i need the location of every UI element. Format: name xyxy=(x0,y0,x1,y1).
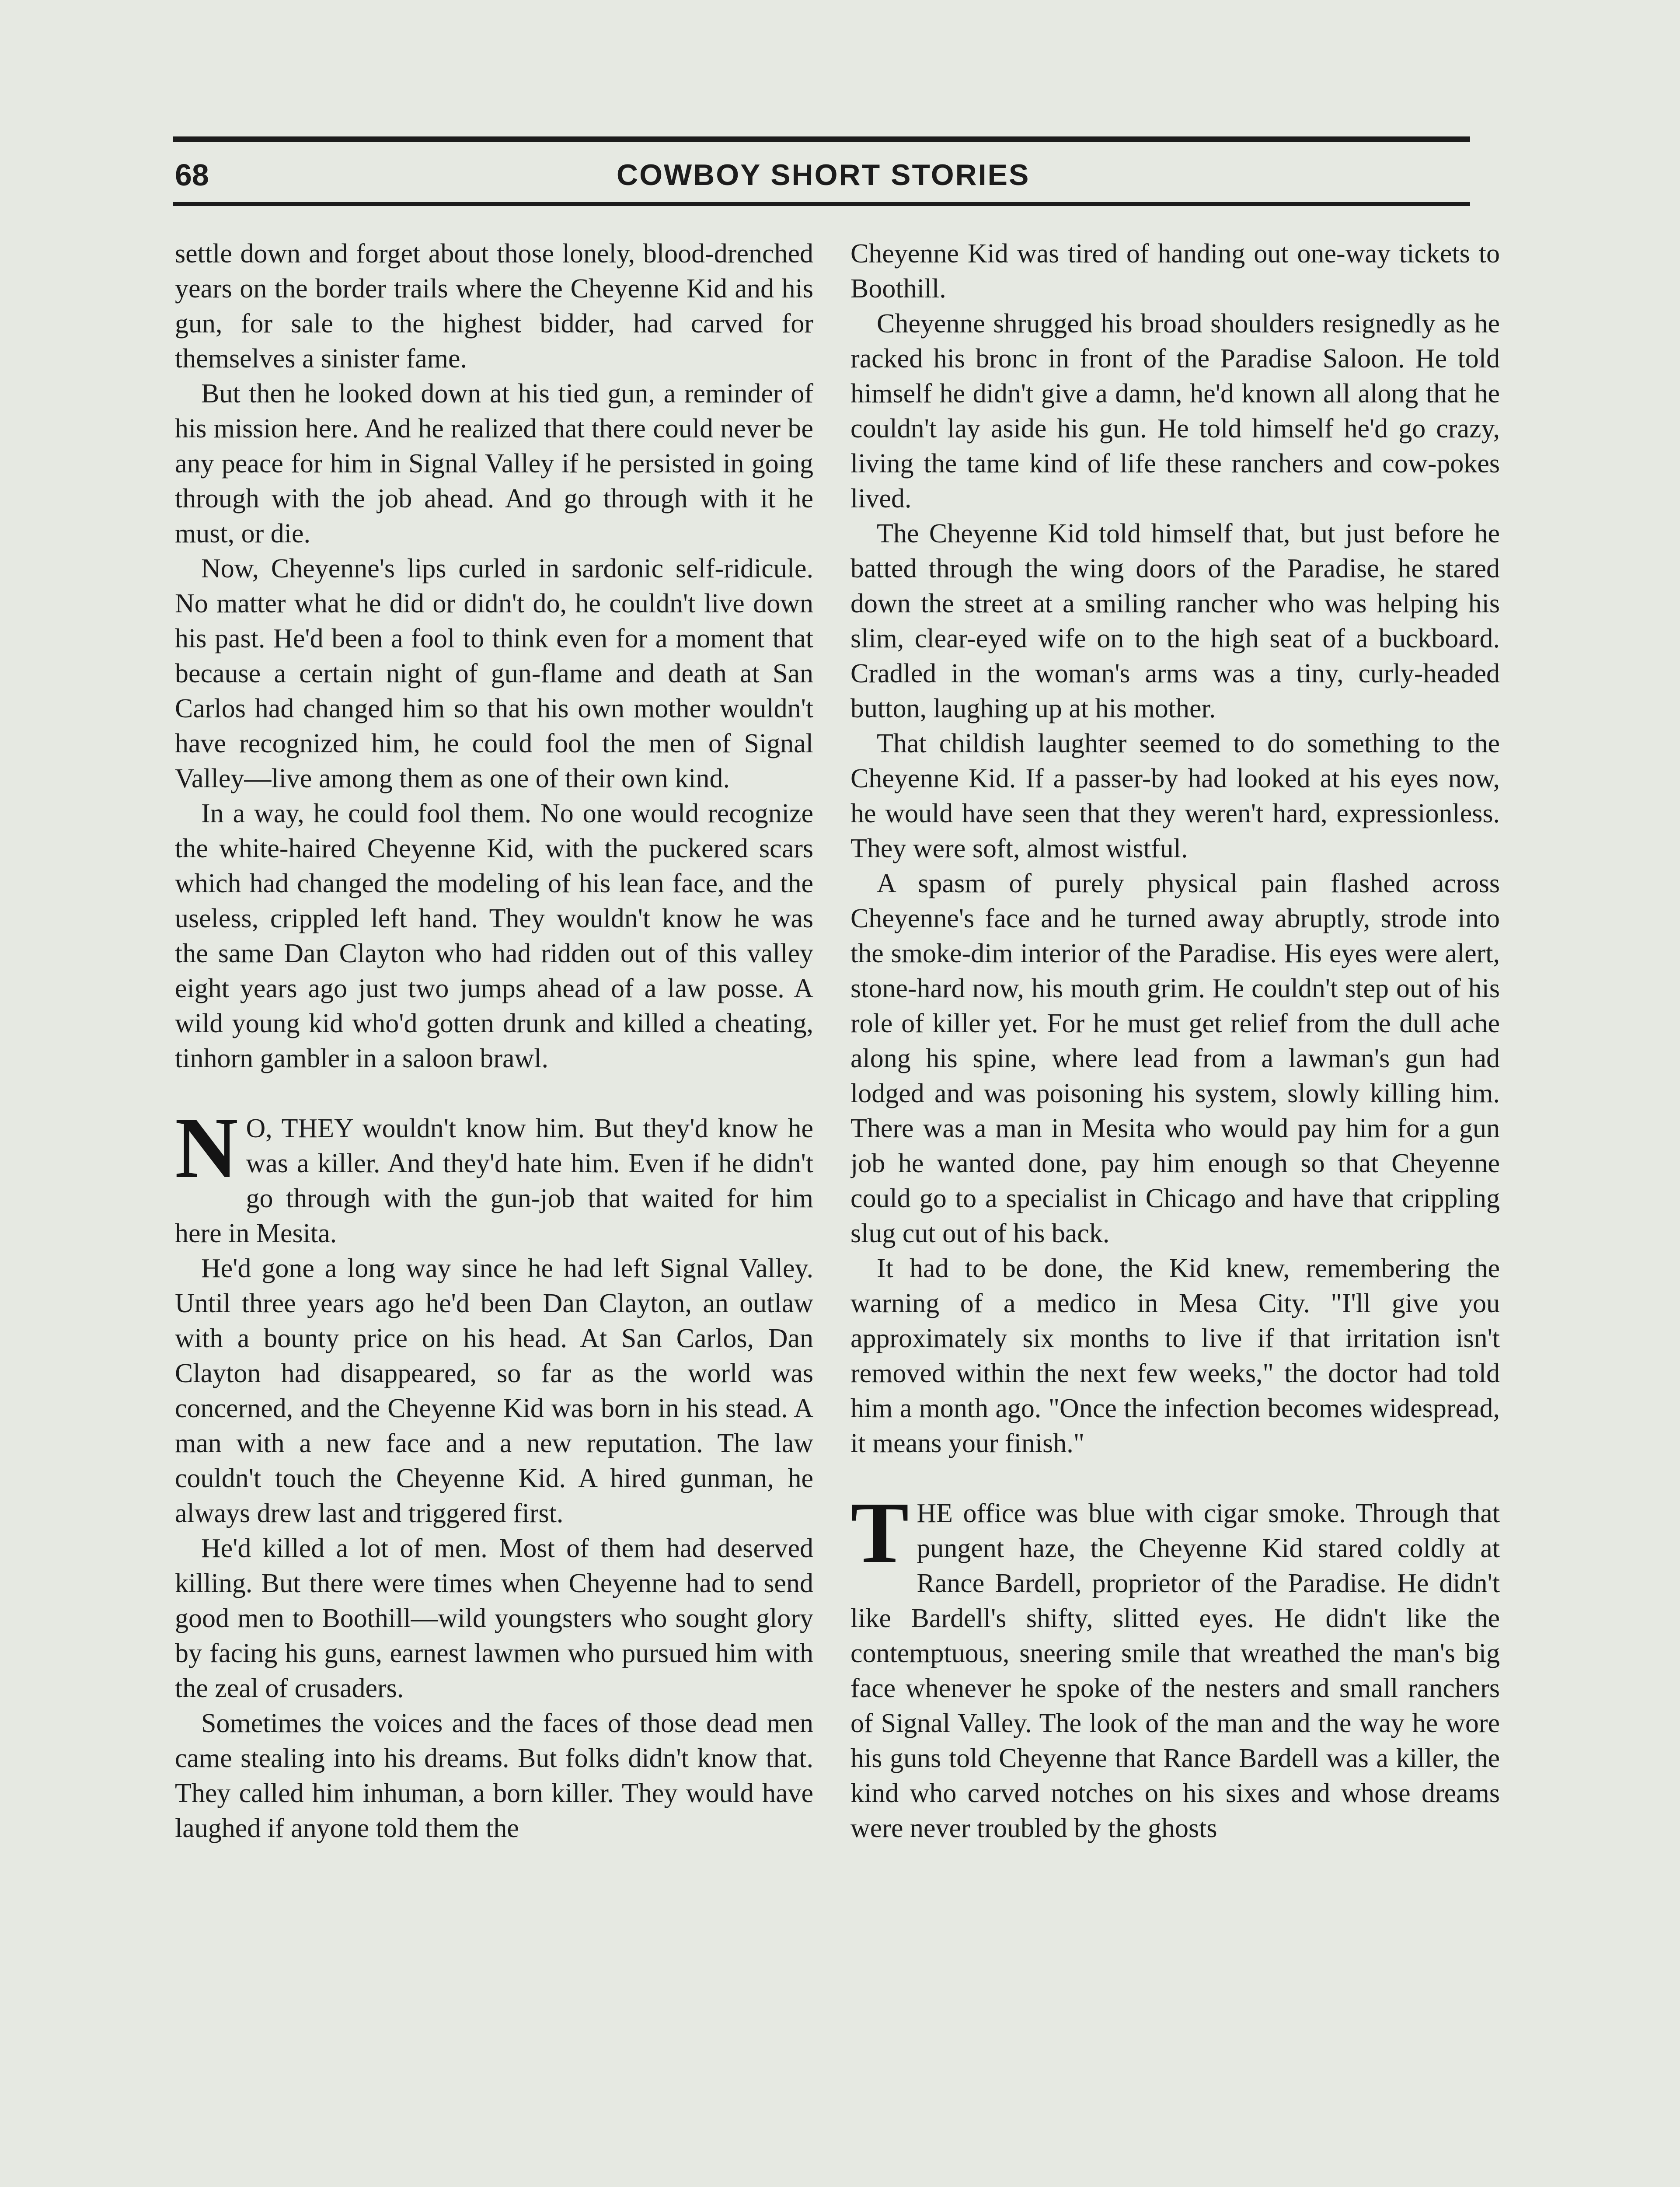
paragraph: He'd gone a long way since he had left Signal Valley. Until three years ago he'd been Dan Clayton, an outlaw with a bounty price on his head. At San Carlos, Dan Clayton had disappeared, so far as the world was concerned, and the Cheyenne Kid was born in his stead. A man with a new face and a new reputation. The law couldn't touch the Cheyenne Kid. A hired gunman, he always drew last and triggered first. xyxy=(175,1254,813,1528)
paragraph: But then he looked down at his tied gun, a reminder of his mission here. And he realized that there could never be any peace for him in Signal Valley if he persisted in going through with the job ahead. And go through with it he must, or die. xyxy=(175,379,813,548)
drop-cap: T xyxy=(850,1485,909,1581)
paragraph: The Cheyenne Kid told himself that, but just before he batted through the wing doors of the Paradise, he stared down the street at a smiling rancher who was helping his slim, clear-eyed wife on to the high seat of a buckboard. Cradled in the woman's arms was a tiny, curly-headed button, laughing up at his mother. xyxy=(850,519,1500,723)
right-column xyxy=(850,236,1500,2187)
paragraph: Now, Cheyenne's lips curled in sardonic self-ridicule. No matter what he did or didn't do, he couldn't live down his past. He'd been a fool to think even for a moment that because a certain night of gun-flame and death at San Carlos had changed him so that his own mother wouldn't have recognized him, he could fool the men of Signal Valley—live among them as one of their own kind. xyxy=(175,554,813,793)
section-paragraph xyxy=(850,1485,1500,1846)
paragraph-text: O, THEY wouldn't know him. But they'd know he was a killer. And they'd hate him. Even if he didn't go through with the gun-job that waited for him here in Mesita. xyxy=(175,1114,813,1248)
running-header xyxy=(175,153,1470,197)
paragraph: In a way, he could fool them. No one would recognize the white-haired Cheyenne Kid, with the puckered scars which had changed the modeling of his lean face, and the useless, crippled left hand. They wouldn't know he was the same Dan Clayton who had ridden out of this valley eight years ago just two jumps ahead of a law posse. A wild young kid who'd gotten drunk and killed a cheating, tinhorn gambler in a saloon brawl. xyxy=(175,799,813,1073)
paragraph: That childish laughter seemed to do something to the Cheyenne Kid. If a passer-by had looked at his eyes now, he would have seen that they weren't hard, expressionless. They were soft, almost wistful. xyxy=(850,729,1500,863)
header-rule xyxy=(173,202,1470,206)
section-paragraph xyxy=(175,1100,813,1251)
paragraph: He'd killed a lot of men. Most of them had deserved killing. But there were times when Cheyenne had to send good men to Boothill—wild youngsters who sought glory by facing his guns, earnest lawmen who pursued him with the zeal of crusaders. xyxy=(175,1534,813,1703)
page-number: 68 xyxy=(175,158,209,192)
paragraph: Cheyenne Kid was tired of handing out one-way tickets to Boothill. xyxy=(850,239,1500,304)
drop-cap: N xyxy=(175,1100,238,1196)
paragraph: settle down and forget about those lonely, blood-drenched years on the border trails where the Cheyenne Kid and his gun, for sale to the highest bidder, had carved for themselves a sinister fame. xyxy=(175,239,813,374)
paragraph-text: HE office was blue with cigar smoke. Through that pungent haze, the Cheyenne Kid stared coldly at Rance Bardell, proprietor of the Paradise. He didn't like Bardell's shifty, slitted eyes. He didn't like the contemptuous, sneering smile that wreathed the man's big face whenever he spoke of the nesters and small ranchers of Signal Valley. The look of the man and the way he wore his guns told Cheyenne that Rance Bardell was a killer, the kind who carved notches on his sixes and whose dreams were never troubled by the ghosts xyxy=(850,1499,1500,1843)
paragraph: It had to be done, the Kid knew, remembering the warning of a medico in Mesa City. "I'll give you approximately six months to live if that irritation isn't removed within the next few weeks," the doctor had told him a month ago. "Once the infection becomes widespread, it means your finish." xyxy=(850,1254,1500,1458)
paragraph: Cheyenne shrugged his broad shoulders resignedly as he racked his bronc in front of the Paradise Saloon. He told himself he didn't give a damn, he'd known all along that he couldn't lay aside his gun. He told himself he'd go crazy, living the tame kind of life these ranchers and cow-pokes lived. xyxy=(850,309,1500,514)
paragraph: Sometimes the voices and the faces of those dead men came stealing into his dreams. But folks didn't know that. They called him inhuman, a born killer. They would have laughed if anyone told them the xyxy=(175,1708,813,1843)
magazine-title: COWBOY SHORT STORIES xyxy=(617,158,1030,192)
left-column xyxy=(175,236,813,2187)
top-border-line xyxy=(173,136,1470,142)
paragraph: A spasm of purely physical pain flashed across Cheyenne's face and he turned away abruptly, strode into the smoke-dim interior of the Paradise. His eyes were alert, stone-hard now, his mouth grim. He couldn't step out of his role of killer yet. For he must get relief from the dull ache along his spine, where lead from a lawman's gun had lodged and was poisoning his system, slowly killing him. There was a man in Mesita who would pay him for a gun job he wanted done, pay him enough so that Cheyenne could go to a specialist in Chicago and have that crippling slug cut out of his back. xyxy=(850,869,1500,1248)
